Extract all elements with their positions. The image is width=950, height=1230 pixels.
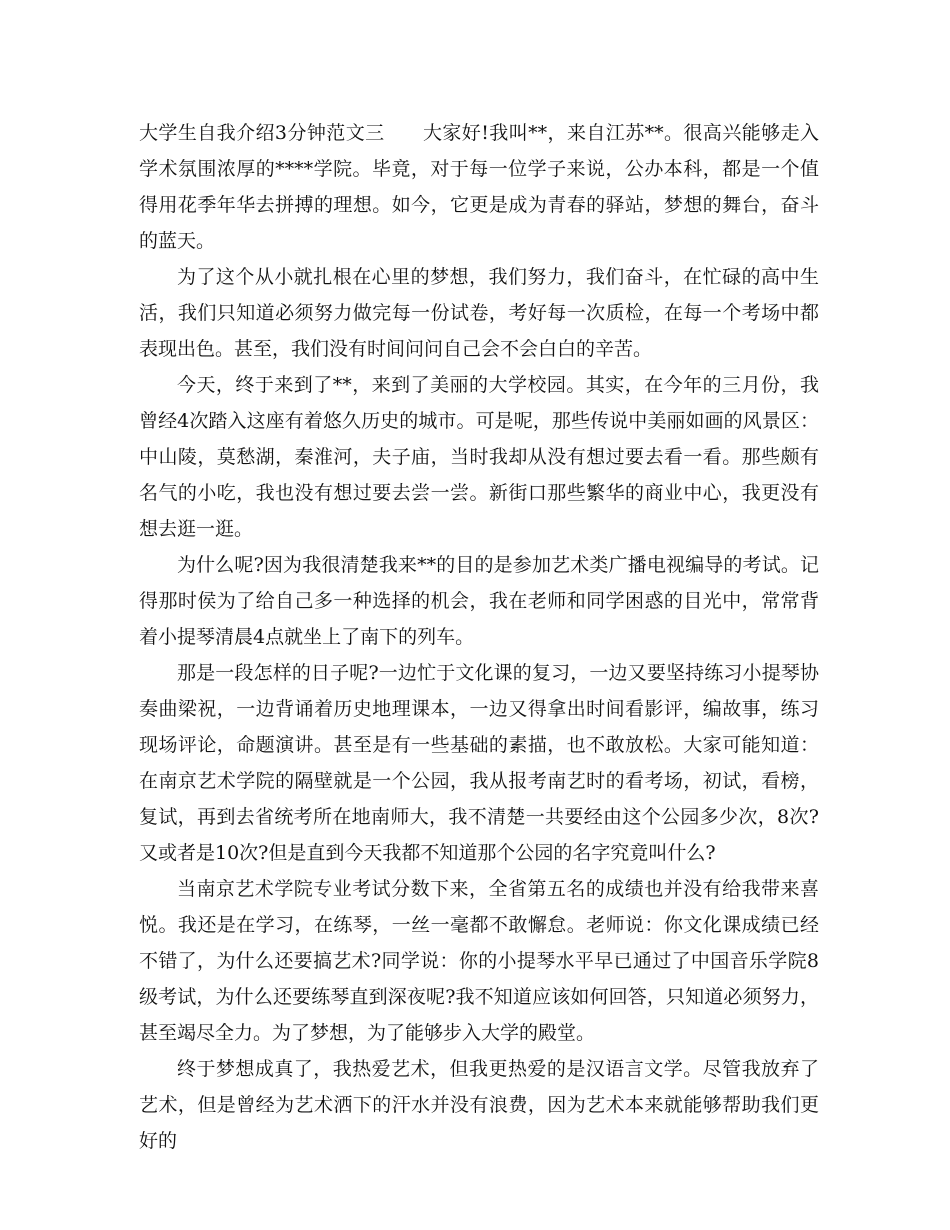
- paragraph-3: 今天，终于来到了**，来到了美丽的大学校园。其实，在今年的三月份，我曾经4次踏入这座有着悠久历史的城市。可是呢，那些传说中美丽如画的风景区：中山陵，莫愁湖，秦淮河，夫子庙，当时我却从没有想过要去看一看。那些颇有名气的小吃，我也没有想过要去尝一尝。新街口那些繁华的商业中心，我更没有想去逛一逛。: [139, 374, 819, 540]
- document-body: [139, 115, 819, 1159]
- paragraph-7: 终于梦想成真了，我热爱艺术，但我更热爱的是汉语言文学。尽管我放弃了艺术，但是曾经为艺术洒下的汗水并没有浪费，因为艺术本来就能够帮助我们更好的: [139, 1058, 819, 1152]
- paragraph-6: 当南京艺术学院专业考试分数下来，全省第五名的成绩也并没有给我带来喜悦。我还是在学习，在练琴，一丝一毫都不敢懈怠。老师说：你文化课成绩已经不错了，为什么还要搞艺术?同学说：你的小提琴水平早已通过了中国音乐学院8级考试，为什么还要练琴直到深夜呢?我不知道应该如何回答，只知道必须努力，甚至竭尽全力。为了梦想，为了能够步入大学的殿堂。: [139, 878, 819, 1044]
- document-title: 大学生自我介绍3分钟范文三: [139, 122, 385, 144]
- paragraph-2: 为了这个从小就扎根在心里的梦想，我们努力，我们奋斗，在忙碌的高中生活，我们只知道必须努力做完每一份试卷，考好每一次质检，在每一个考场中都表现出色。甚至，我们没有时间问问自己会不会白白的辛苦。: [139, 266, 819, 360]
- paragraph-1: [139, 115, 819, 259]
- paragraph-1-text: 大家好!我叫**，来自江苏**。很高兴能够走入学术氛围浓厚的****学院。毕竟，对于每一位学子来说，公办本科，都是一个值得用花季年华去拼搏的理想。如今，它更是成为青春的驿站，梦想的舞台，奋斗的蓝天。: [139, 122, 819, 252]
- paragraph-5: 那是一段怎样的日子呢?一边忙于文化课的复习，一边又要坚持练习小提琴协奏曲梁祝，一边背诵着历史地理课本，一边又得拿出时间看影评，编故事，练习现场评论，命题演讲。甚至是有一些基础的素描，也不敢放松。大家可能知道：在南京艺术学院的隔壁就是一个公园，我从报考南艺时的看考场，初试，看榜，复试，再到去省统考所在地南师大，我不清楚一共要经由这个公园多少次，8次?又或者是10次?但是直到今天我都不知道那个公园的名字究竟叫什么?: [139, 662, 819, 864]
- paragraph-4: 为什么呢?因为我很清楚我来**的目的是参加艺术类广播电视编导的考试。记得那时侯为了给自己多一种选择的机会，我在老师和同学困惑的目光中，常常背着小提琴清晨4点就坐上了南下的列车。: [139, 554, 819, 648]
